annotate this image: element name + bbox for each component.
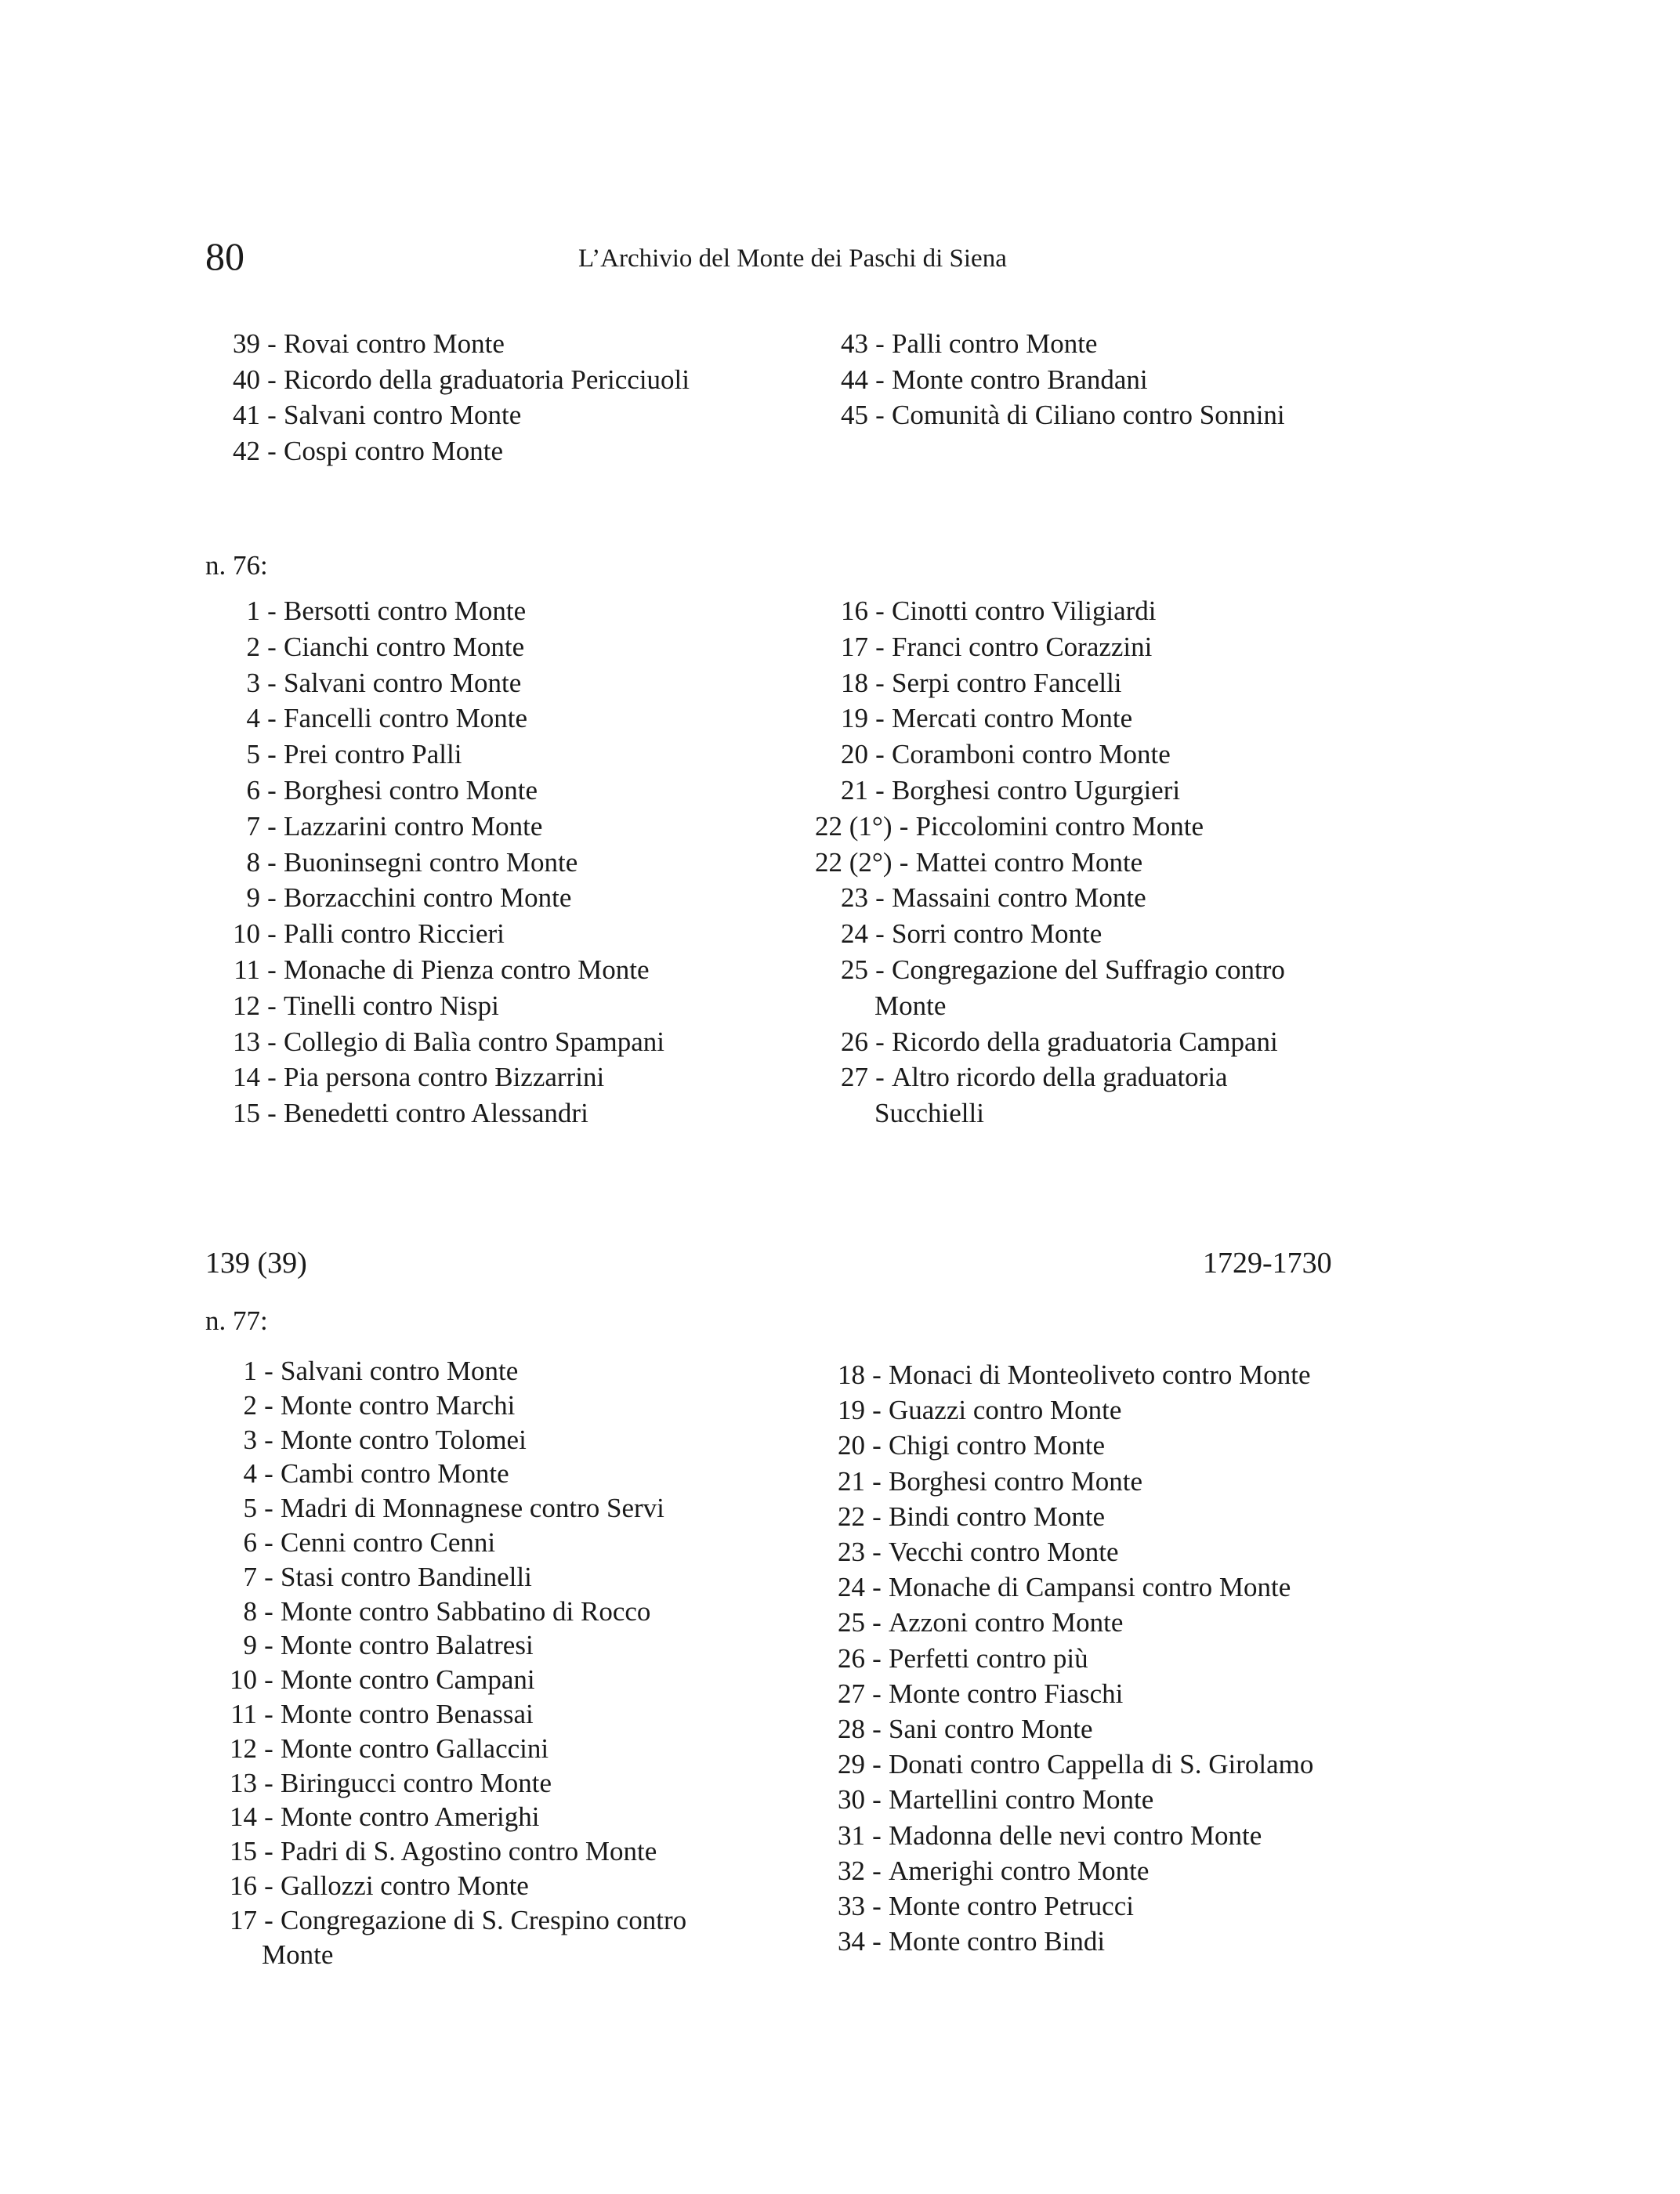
item-dash: - bbox=[872, 1714, 882, 1744]
item-dash: - bbox=[875, 703, 885, 734]
item-number: 28 bbox=[838, 1714, 865, 1744]
item-number: 7 bbox=[243, 1561, 257, 1592]
item-number: 13 bbox=[230, 1767, 257, 1798]
item-number: 41 bbox=[233, 400, 260, 431]
list-item bbox=[202, 1662, 535, 1698]
item-dash: - bbox=[872, 1891, 882, 1921]
item-number: 22 bbox=[838, 1501, 865, 1532]
item-dash: - bbox=[875, 596, 885, 626]
item-number: 16 bbox=[230, 1870, 257, 1901]
item-number: 22 (2°) bbox=[815, 846, 892, 878]
item-number: 11 bbox=[234, 954, 260, 985]
list-item bbox=[815, 773, 1180, 809]
list-item bbox=[205, 362, 690, 398]
list-item bbox=[815, 701, 1132, 737]
list-item bbox=[812, 1569, 1291, 1606]
item-number: 20 bbox=[841, 739, 868, 770]
item-number: 5 bbox=[243, 1493, 257, 1524]
item-number: 18 bbox=[841, 667, 868, 698]
item-number: 15 bbox=[233, 1098, 260, 1129]
item-dash: - bbox=[875, 882, 885, 914]
item-number: 18 bbox=[838, 1359, 865, 1390]
item-number: 4 bbox=[243, 1458, 257, 1490]
item-dash: - bbox=[267, 436, 277, 467]
item-text: Ricordo della graduatoria Campani bbox=[892, 1026, 1278, 1057]
item-dash: - bbox=[899, 810, 909, 842]
item-dash: - bbox=[264, 1836, 273, 1867]
item-text: Borzacchini contro Monte bbox=[284, 882, 572, 914]
list-item bbox=[812, 1641, 1088, 1677]
list-item bbox=[812, 1357, 1311, 1393]
list-item bbox=[812, 1605, 1123, 1641]
list-item bbox=[202, 1490, 664, 1526]
item-number: 21 bbox=[841, 775, 868, 806]
list-item bbox=[815, 845, 1142, 881]
item-dash: - bbox=[267, 703, 277, 734]
item-dash: - bbox=[264, 1870, 273, 1901]
list-item bbox=[205, 773, 538, 809]
item-dash: - bbox=[875, 954, 885, 985]
list-item bbox=[202, 1903, 686, 1939]
item-text: Franci contro Corazzini bbox=[892, 631, 1153, 662]
item-text: Bindi contro Monte bbox=[889, 1501, 1106, 1532]
item-text: Cenni contro Cenni bbox=[281, 1527, 496, 1558]
item-text: Monte contro Gallaccini bbox=[281, 1732, 549, 1764]
item-dash: - bbox=[264, 1767, 273, 1798]
item-text: Congregazione del Suffragio contro bbox=[892, 954, 1285, 985]
item-number: 42 bbox=[233, 436, 260, 467]
item-text: Prei contro Palli bbox=[284, 739, 462, 770]
list-item bbox=[812, 1428, 1105, 1464]
item-number: 34 bbox=[838, 1926, 865, 1957]
item-number: 11 bbox=[230, 1699, 257, 1729]
item-number: 16 bbox=[841, 596, 868, 626]
item-text: Amerighi contro Monte bbox=[889, 1855, 1150, 1886]
item-number: 14 bbox=[233, 1062, 260, 1093]
item-number: 19 bbox=[838, 1395, 865, 1426]
item-dash: - bbox=[872, 1749, 882, 1780]
item-number: 23 bbox=[841, 882, 868, 914]
list-item bbox=[812, 1534, 1119, 1570]
item-number: 9 bbox=[246, 882, 260, 914]
item-text: Padri di S. Agostino contro Monte bbox=[281, 1836, 657, 1867]
item-number: 30 bbox=[838, 1784, 865, 1816]
item-dash: - bbox=[872, 1926, 882, 1957]
item-text: Serpi contro Fancelli bbox=[892, 667, 1122, 698]
item-dash: - bbox=[875, 631, 885, 662]
list-item bbox=[202, 1834, 657, 1870]
item-dash: - bbox=[872, 1855, 882, 1886]
item-text: Gallozzi contro Monte bbox=[281, 1870, 529, 1901]
list-item bbox=[205, 665, 521, 701]
list-item bbox=[205, 397, 521, 433]
list-item bbox=[815, 593, 1157, 629]
item-dash: - bbox=[872, 1359, 882, 1390]
item-text: Buoninsegni contro Monte bbox=[284, 846, 578, 878]
item-dash: - bbox=[267, 1098, 277, 1129]
item-number: 21 bbox=[838, 1465, 865, 1497]
item-number: 20 bbox=[838, 1430, 865, 1461]
item-number: 3 bbox=[243, 1424, 257, 1455]
item-text: Pia persona contro Bizzarrini bbox=[284, 1062, 605, 1093]
item-number: 8 bbox=[243, 1595, 257, 1627]
list-item bbox=[205, 952, 650, 988]
list-item bbox=[815, 362, 1148, 398]
item-text: Piccolomini contro Monte bbox=[915, 810, 1204, 842]
item-number: 24 bbox=[841, 918, 868, 950]
list-item bbox=[205, 629, 524, 665]
list-item bbox=[205, 1095, 588, 1131]
item-text: Cianchi contro Monte bbox=[284, 631, 525, 662]
item-number: 2 bbox=[243, 1389, 257, 1421]
item-text: Rovai contro Monte bbox=[284, 328, 505, 359]
item-text: Cinotti contro Viligiardi bbox=[892, 596, 1157, 626]
item-text: Ricordo della graduatoria Pericciuoli bbox=[284, 364, 690, 395]
item-text: Palli contro Riccieri bbox=[284, 918, 505, 950]
item-dash: - bbox=[267, 400, 277, 431]
list-item bbox=[205, 809, 542, 845]
item-number: 10 bbox=[230, 1664, 257, 1696]
list-item bbox=[202, 1627, 534, 1664]
item-text: Monte contro Bindi bbox=[889, 1926, 1106, 1957]
item-dash: - bbox=[872, 1642, 882, 1674]
item-dash: - bbox=[875, 775, 885, 806]
item-dash: - bbox=[264, 1527, 273, 1558]
item-text: Mercati contro Monte bbox=[892, 703, 1133, 734]
item-dash: - bbox=[875, 1026, 885, 1057]
item-text: Monte contro Fiaschi bbox=[889, 1678, 1124, 1709]
item-continuation: Monte bbox=[262, 1939, 334, 1970]
item-text: Azzoni contro Monte bbox=[889, 1607, 1124, 1638]
item-dash: - bbox=[872, 1572, 882, 1603]
list-item bbox=[812, 1853, 1149, 1889]
list-item bbox=[812, 1747, 1313, 1783]
running-title: L’Archivio del Monte dei Paschi di Siena bbox=[578, 244, 1007, 273]
item-number: 29 bbox=[838, 1749, 865, 1780]
list-item bbox=[815, 809, 1204, 845]
item-number: 32 bbox=[838, 1855, 865, 1886]
item-number: 24 bbox=[838, 1572, 865, 1603]
item-dash: - bbox=[264, 1424, 273, 1455]
item-text: Vecchi contro Monte bbox=[889, 1537, 1119, 1567]
item-dash: - bbox=[264, 1389, 273, 1421]
list-item bbox=[815, 880, 1146, 916]
item-text: Collegio di Balìa contro Spampani bbox=[284, 1026, 665, 1057]
item-dash: - bbox=[872, 1537, 882, 1567]
item-number: 31 bbox=[838, 1819, 865, 1851]
item-dash: - bbox=[872, 1395, 882, 1426]
list-item bbox=[812, 1924, 1105, 1960]
item-text: Madonna delle nevi contro Monte bbox=[889, 1819, 1262, 1851]
list-item bbox=[815, 952, 1285, 988]
item-dash: - bbox=[264, 1801, 273, 1833]
item-number: 22 (1°) bbox=[815, 810, 892, 842]
item-text: Palli contro Monte bbox=[892, 328, 1098, 359]
item-number: 33 bbox=[838, 1891, 865, 1921]
item-number: 3 bbox=[246, 667, 260, 698]
list-item bbox=[815, 326, 1097, 362]
item-text: Cospi contro Monte bbox=[284, 436, 503, 467]
item-number: 8 bbox=[246, 846, 260, 878]
list-item bbox=[815, 629, 1152, 665]
item-text: Borghesi contro Monte bbox=[889, 1465, 1143, 1497]
item-number: 12 bbox=[233, 990, 260, 1021]
item-text: Monte contro Balatresi bbox=[281, 1630, 534, 1661]
item-text: Salvani contro Monte bbox=[281, 1356, 519, 1386]
item-dash: - bbox=[264, 1493, 273, 1524]
item-number: 39 bbox=[233, 328, 260, 359]
item-text: Massaini contro Monte bbox=[892, 882, 1146, 914]
item-number: 14 bbox=[230, 1801, 257, 1833]
item-dash: - bbox=[875, 364, 885, 395]
item-dash: - bbox=[875, 328, 885, 359]
item-dash: - bbox=[267, 1062, 277, 1093]
item-text: Coramboni contro Monte bbox=[892, 739, 1171, 770]
item-text: Comunità di Ciliano contro Sonnini bbox=[892, 400, 1285, 431]
item-number: 1 bbox=[246, 596, 260, 626]
list-item bbox=[202, 1594, 650, 1630]
item-dash: - bbox=[872, 1678, 882, 1709]
item-dash: - bbox=[267, 954, 277, 985]
item-text: Monte contro Amerighi bbox=[281, 1801, 540, 1833]
item-text: Monte contro Tolomei bbox=[281, 1424, 527, 1455]
item-dash: - bbox=[899, 846, 909, 878]
list-item bbox=[812, 1464, 1142, 1500]
item-dash: - bbox=[264, 1904, 273, 1935]
item-text: Cambi contro Monte bbox=[281, 1458, 509, 1490]
list-item bbox=[205, 701, 527, 737]
item-number: 9 bbox=[243, 1630, 257, 1661]
item-dash: - bbox=[872, 1819, 882, 1851]
item-dash: - bbox=[872, 1501, 882, 1532]
item-number: 26 bbox=[841, 1026, 868, 1057]
list-item bbox=[812, 1392, 1121, 1428]
unit-dates: 1729-1730 bbox=[1203, 1247, 1332, 1280]
item-dash: - bbox=[267, 1026, 277, 1057]
item-text: Lazzarini contro Monte bbox=[284, 810, 543, 842]
item-text: Congregazione di S. Crespino contro bbox=[281, 1904, 687, 1935]
list-item bbox=[205, 880, 571, 916]
list-item bbox=[202, 1559, 532, 1595]
item-text: Madri di Monnagnese contro Servi bbox=[281, 1493, 664, 1524]
item-number: 6 bbox=[246, 775, 260, 806]
list-item bbox=[202, 1388, 515, 1424]
item-number: 10 bbox=[233, 918, 260, 950]
list-item bbox=[205, 1024, 664, 1060]
item-continuation: Monte bbox=[874, 990, 947, 1021]
item-number: 13 bbox=[233, 1026, 260, 1057]
item-number: 1 bbox=[243, 1356, 257, 1386]
item-text: Chigi contro Monte bbox=[889, 1430, 1106, 1461]
item-dash: - bbox=[264, 1664, 273, 1696]
item-number: 7 bbox=[246, 810, 260, 842]
item-number: 12 bbox=[230, 1732, 257, 1764]
item-dash: - bbox=[264, 1595, 273, 1627]
item-text: Guazzi contro Monte bbox=[889, 1395, 1122, 1426]
item-number: 4 bbox=[246, 703, 260, 734]
item-text: Martellini contro Monte bbox=[889, 1784, 1154, 1816]
list-item bbox=[815, 1024, 1278, 1060]
item-number: 25 bbox=[838, 1607, 865, 1638]
item-number: 25 bbox=[841, 954, 868, 985]
list-item bbox=[815, 916, 1102, 952]
unit-number: 139 (39) bbox=[205, 1247, 307, 1280]
item-text: Donati contro Cappella di S. Girolamo bbox=[889, 1749, 1314, 1780]
item-number: 15 bbox=[230, 1836, 257, 1867]
list-item bbox=[205, 988, 499, 1024]
list-item bbox=[205, 916, 505, 952]
item-dash: - bbox=[267, 990, 277, 1021]
list-item bbox=[812, 1676, 1123, 1712]
list-item bbox=[812, 1782, 1153, 1818]
item-text: Salvani contro Monte bbox=[284, 400, 522, 431]
list-item bbox=[812, 1818, 1262, 1854]
item-text: Borghesi contro Ugurgieri bbox=[892, 775, 1181, 806]
item-dash: - bbox=[267, 631, 277, 662]
item-number: 17 bbox=[841, 631, 868, 662]
item-text: Borghesi contro Monte bbox=[284, 775, 538, 806]
item-text: Monaci di Monteoliveto contro Monte bbox=[889, 1359, 1311, 1390]
item-text: Mattei contro Monte bbox=[915, 846, 1143, 878]
item-text: Tinelli contro Nispi bbox=[284, 990, 499, 1021]
item-dash: - bbox=[267, 775, 277, 806]
item-dash: - bbox=[875, 667, 885, 698]
item-dash: - bbox=[875, 1062, 885, 1093]
item-number: 43 bbox=[841, 328, 868, 359]
item-number: 17 bbox=[230, 1904, 257, 1935]
list-item bbox=[815, 665, 1122, 701]
item-text: Monte contro Benassai bbox=[281, 1699, 534, 1729]
item-number: 27 bbox=[841, 1062, 868, 1093]
item-dash: - bbox=[872, 1430, 882, 1461]
list-item bbox=[202, 1422, 527, 1458]
item-dash: - bbox=[264, 1356, 273, 1386]
item-number: 6 bbox=[243, 1527, 257, 1558]
item-dash: - bbox=[264, 1699, 273, 1729]
list-item bbox=[205, 326, 505, 362]
item-number: 45 bbox=[841, 400, 868, 431]
list-item bbox=[202, 1765, 552, 1801]
list-item bbox=[202, 1525, 495, 1561]
item-text: Bersotti contro Monte bbox=[284, 596, 527, 626]
item-dash: - bbox=[267, 328, 277, 359]
item-dash: - bbox=[267, 667, 277, 698]
list-item bbox=[202, 1731, 549, 1767]
item-dash: - bbox=[267, 846, 277, 878]
item-text: Salvani contro Monte bbox=[284, 667, 522, 698]
item-number: 40 bbox=[233, 364, 260, 395]
item-dash: - bbox=[267, 810, 277, 842]
item-text: Monache di Campansi contro Monte bbox=[889, 1572, 1291, 1603]
item-number: 19 bbox=[841, 703, 868, 734]
item-text: Monache di Pienza contro Monte bbox=[284, 954, 650, 985]
list-item bbox=[815, 737, 1171, 773]
item-dash: - bbox=[264, 1561, 273, 1592]
item-dash: - bbox=[267, 918, 277, 950]
item-number: 27 bbox=[838, 1678, 865, 1709]
item-dash: - bbox=[875, 918, 885, 950]
list-item bbox=[815, 1059, 1228, 1095]
item-text: Fancelli contro Monte bbox=[284, 703, 528, 734]
item-text: Altro ricordo della graduatoria bbox=[892, 1062, 1228, 1093]
item-text: Sorri contro Monte bbox=[892, 918, 1102, 950]
item-dash: - bbox=[872, 1465, 882, 1497]
section-label-n76: n. 76: bbox=[205, 550, 268, 581]
list-item bbox=[202, 1799, 540, 1835]
list-item bbox=[815, 397, 1285, 433]
item-text: Sani contro Monte bbox=[889, 1714, 1093, 1744]
item-dash: - bbox=[264, 1458, 273, 1490]
list-item bbox=[202, 1696, 534, 1732]
item-number: 26 bbox=[838, 1642, 865, 1674]
item-text: Monte contro Campani bbox=[281, 1664, 535, 1696]
list-item bbox=[812, 1711, 1093, 1747]
item-continuation: Succhielli bbox=[874, 1098, 984, 1129]
item-dash: - bbox=[875, 739, 885, 770]
item-text: Monte contro Sabbatino di Rocco bbox=[281, 1595, 651, 1627]
list-item bbox=[202, 1353, 518, 1389]
list-item bbox=[205, 1059, 604, 1095]
item-dash: - bbox=[264, 1732, 273, 1764]
item-number: 23 bbox=[838, 1537, 865, 1567]
list-item bbox=[205, 433, 503, 469]
item-text: Monte contro Marchi bbox=[281, 1389, 516, 1421]
item-dash: - bbox=[872, 1607, 882, 1638]
item-dash: - bbox=[267, 364, 277, 395]
item-text: Benedetti contro Alessandri bbox=[284, 1098, 588, 1129]
item-dash: - bbox=[875, 400, 885, 431]
section-label-n77: n. 77: bbox=[205, 1305, 268, 1336]
item-number: 2 bbox=[246, 631, 260, 662]
item-dash: - bbox=[267, 739, 277, 770]
list-item bbox=[812, 1499, 1105, 1535]
item-text: Stasi contro Bandinelli bbox=[281, 1561, 532, 1592]
item-number: 5 bbox=[246, 739, 260, 770]
item-text: Biringucci contro Monte bbox=[281, 1767, 552, 1798]
list-item bbox=[205, 737, 462, 773]
item-dash: - bbox=[264, 1630, 273, 1661]
item-text: Perfetti contro più bbox=[889, 1642, 1088, 1674]
item-text: Monte contro Brandani bbox=[892, 364, 1148, 395]
list-item bbox=[202, 1456, 509, 1492]
item-number: 44 bbox=[841, 364, 868, 395]
item-dash: - bbox=[872, 1784, 882, 1816]
list-item bbox=[812, 1888, 1134, 1924]
list-item bbox=[205, 593, 526, 629]
item-text: Monte contro Petrucci bbox=[889, 1891, 1134, 1921]
item-dash: - bbox=[267, 596, 277, 626]
item-dash: - bbox=[267, 882, 277, 914]
page-number: 80 bbox=[205, 234, 244, 278]
list-item bbox=[205, 845, 578, 881]
list-item bbox=[202, 1868, 529, 1904]
